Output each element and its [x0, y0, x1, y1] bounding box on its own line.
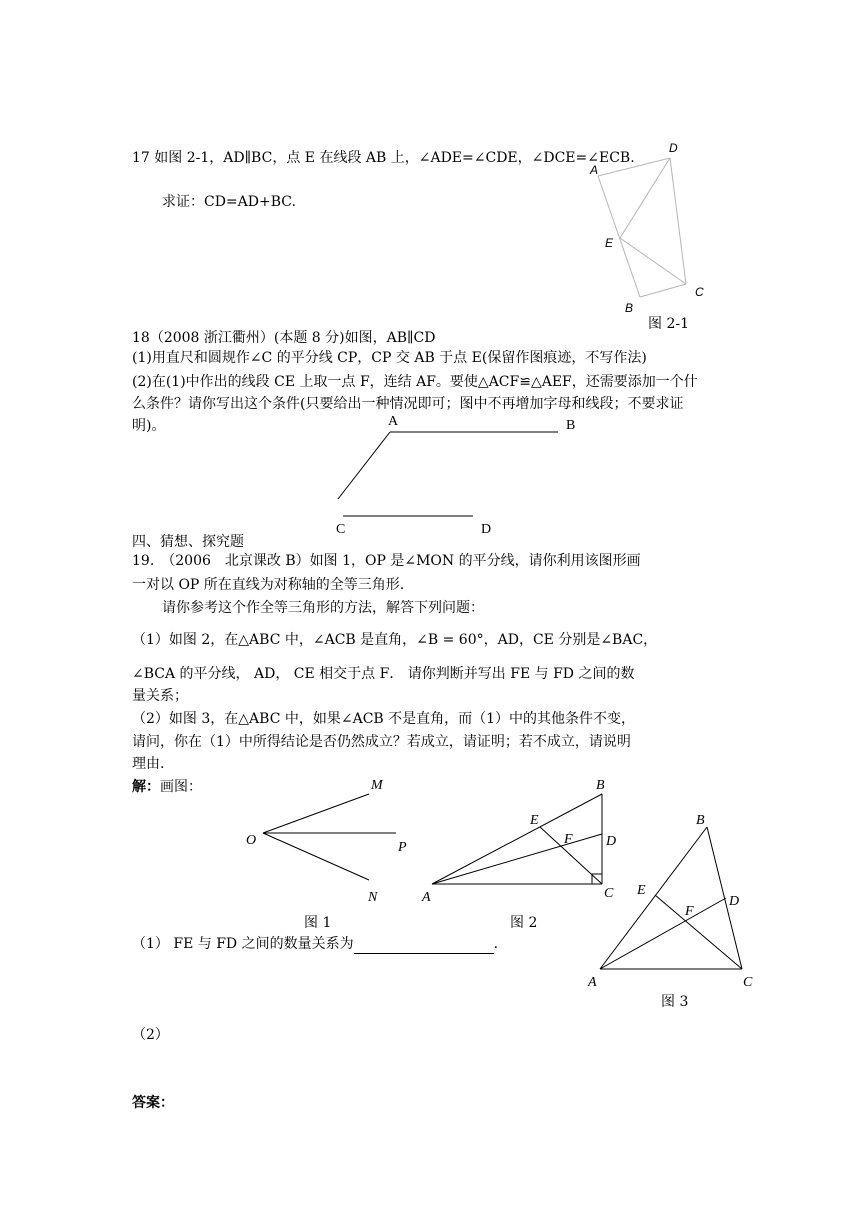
q17-statement: 17 如图 2-1，AD∥BC，点 E 在线段 AB 上，∠ADE=∠CDE，∠DCE=∠ECB.	[132, 150, 635, 166]
fig3-label-C: C	[743, 975, 753, 990]
q18-part2-line1: (2)在(1)中作出的线段 CE 上取一点 F，连结 AF。要使△ACF≌△AEF，还需要添加一个什	[132, 374, 698, 390]
q17-label-D: D	[669, 141, 678, 155]
fig2-label-D: D	[606, 834, 617, 849]
q19-part2: （2）	[132, 1027, 169, 1043]
fig3-label-A: A	[588, 975, 597, 990]
answer-blank[interactable]	[354, 939, 494, 954]
solve-label: 解：	[132, 779, 160, 795]
q19-line1: 19. （2006 北京课改 B）如图 1，OP 是∠MON 的平分线，请你利用该图形画	[132, 553, 641, 569]
figure-3	[600, 827, 742, 969]
fig1-label-O: O	[246, 833, 257, 848]
fig3-label-E: E	[637, 883, 646, 898]
fig1-label-P: P	[398, 840, 407, 855]
q19-line4: （1）如图 2，在△ABC 中，∠ACB 是直角，∠B = 60°，AD，CE 分别是∠BAC，	[132, 632, 658, 648]
q18-part1: (1)用直尺和圆规作∠C 的平分线 CP，CP 交 AB 于点 E(保留作图痕迹，不写作法)	[132, 350, 647, 366]
fig2-label-A: A	[422, 890, 431, 905]
fig2-label-B: B	[596, 778, 605, 793]
fig2-label-F: F	[564, 832, 573, 847]
q18-title: 18（2008 浙江衢州）(本题 8 分)如图，AB∥CD	[132, 330, 436, 346]
q17-label-E: E	[605, 236, 614, 250]
q19-part1-answer	[132, 934, 498, 954]
q18-part2-line3: 明)。	[132, 418, 166, 434]
q19-solve	[132, 777, 202, 797]
q19-line6: 量关系；	[132, 688, 188, 704]
figure-q18	[338, 432, 558, 516]
q18-label-D: D	[481, 522, 492, 537]
figure-1	[263, 794, 396, 880]
q17-label-B: B	[625, 301, 634, 315]
fig2-label-E: E	[530, 813, 539, 828]
q18-part2-line2: 么条件？请你写出这个条件(只要给出一种情况即可；图中不再增加字母和线段；不要求证	[132, 396, 684, 412]
part1-prefix: （1） FE 与 FD 之间的数量关系为	[132, 936, 354, 952]
q17-label-A: A	[590, 163, 599, 177]
figure-2	[432, 794, 602, 884]
q17-prove: 求证：CD=AD+BC.	[162, 194, 296, 210]
fig1-caption: 图 1	[304, 915, 332, 931]
q19-line3: 请你参考这个作全等三角形的方法，解答下列问题：	[162, 600, 484, 616]
answer-label: 答案：	[132, 1095, 174, 1111]
q18-label-B: B	[566, 418, 576, 433]
fig2-caption: 图 2	[510, 915, 538, 931]
fig1-label-M: M	[371, 778, 383, 793]
q19-line5: ∠BCA 的平分线， AD， CE 相交于点 F． 请你判断并写出 FE 与 FD 之间的数	[132, 666, 635, 682]
q19-line2: 一对以 OP 所在直线为对称轴的全等三角形.	[132, 577, 405, 593]
section-heading: 四、猜想、探究题	[132, 534, 244, 550]
fig1-label-N: N	[368, 890, 378, 905]
fig3-label-B: B	[696, 813, 705, 828]
q18-label-C: C	[336, 522, 346, 537]
q17-fig-caption: 图 2-1	[648, 316, 689, 332]
fig3-label-F: F	[685, 904, 694, 919]
q19-line7: （2）如图 3，在△ABC 中，如果∠ACB 不是直角，而（1）中的其他条件不变，	[132, 711, 636, 727]
q17-label-C: C	[695, 285, 704, 299]
solve-text: 画图：	[160, 779, 202, 795]
fig2-label-C: C	[604, 886, 614, 901]
q19-line8: 请问，你在（1）中所得结论是否仍然成立？若成立，请证明；若不成立，请说明	[132, 734, 631, 750]
fig3-caption: 图 3	[661, 994, 689, 1010]
fig3-label-D: D	[729, 894, 740, 909]
q18-label-A: A	[388, 414, 399, 429]
q19-line9: 理由.	[132, 756, 165, 772]
part1-suffix: .	[493, 936, 499, 952]
